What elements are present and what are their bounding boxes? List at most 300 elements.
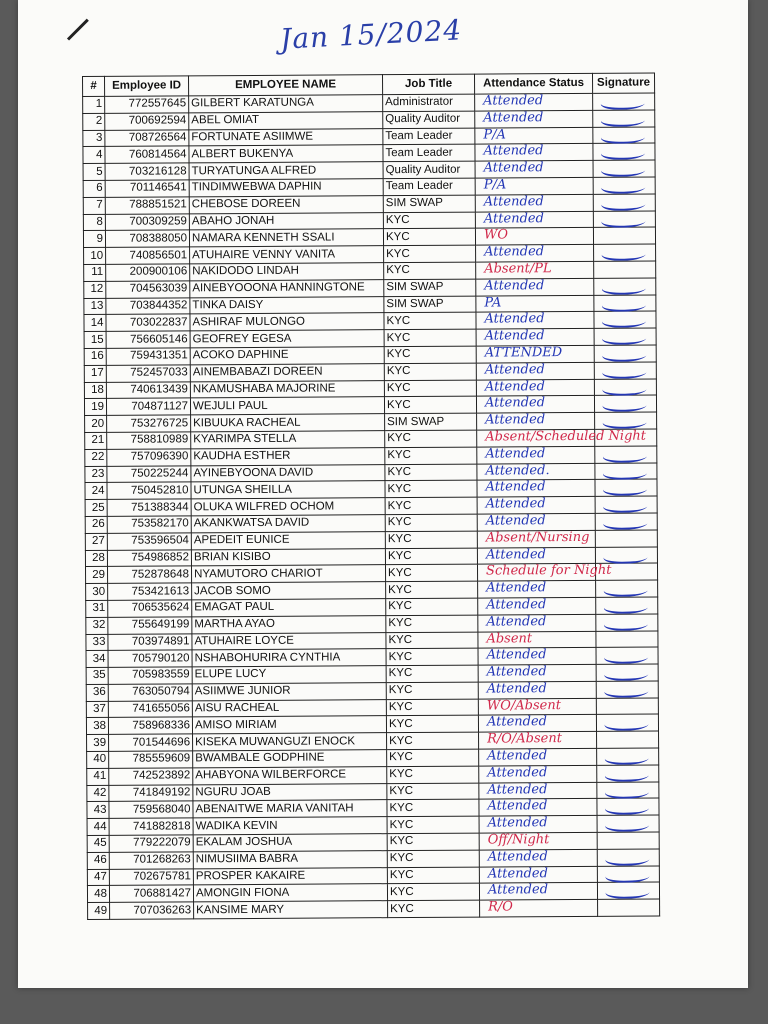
handwritten-status: Attended — [486, 647, 547, 663]
employee-name: ELUPE LUCY — [192, 666, 386, 684]
row-number: 48 — [87, 886, 109, 903]
handwritten-status: Attended — [487, 765, 548, 781]
employee-name: AINEBYOOONA HANNINGTONE — [190, 279, 384, 297]
attendance-status-cell — [475, 161, 593, 179]
handwritten-status: R/O — [488, 899, 513, 915]
attendance-status-cell — [476, 312, 594, 330]
signature-cell — [597, 866, 659, 883]
attendance-status-cell — [477, 563, 612, 582]
employee-id: 703844352 — [106, 297, 190, 314]
handwritten-status: Attended — [483, 193, 544, 210]
row-number: 41 — [87, 768, 109, 785]
job-title: KYC — [386, 682, 478, 699]
employee-name: NGURU JOAB — [193, 783, 387, 801]
job-title: KYC — [388, 900, 480, 917]
employee-id: 701268263 — [109, 852, 193, 869]
signature-cell — [594, 395, 656, 412]
signature-cell — [596, 698, 658, 715]
signature-cell — [595, 412, 657, 429]
row-number: 22 — [85, 449, 107, 466]
handwritten-status: WO/Absent — [486, 697, 561, 714]
employee-name: BWAMBALE GODPHINE — [193, 750, 387, 768]
employee-name: APEDEIT EUNICE — [191, 531, 385, 549]
employee-id: 703216128 — [105, 163, 189, 180]
row-number: 44 — [87, 819, 109, 836]
signature-scribble — [599, 112, 648, 126]
job-title: KYC — [387, 867, 479, 884]
signature-scribble — [603, 801, 652, 815]
employee-name: AMISO MIRIAM — [192, 716, 386, 734]
employee-id: 751388344 — [107, 499, 191, 516]
signature-cell — [594, 295, 656, 312]
table-body — [83, 93, 660, 920]
signature-scribble — [603, 851, 652, 865]
employee-id: 760814564 — [105, 146, 189, 163]
row-number: 39 — [87, 735, 109, 752]
attendance-status-cell — [477, 480, 595, 498]
employee-name: ACOKO DAPHINE — [190, 347, 384, 365]
employee-id: 752878648 — [107, 566, 191, 583]
signature-cell — [597, 849, 659, 866]
row-number: 40 — [87, 751, 109, 768]
employee-name: AYINEBYOONA DAVID — [191, 464, 385, 482]
table-row — [88, 899, 660, 919]
job-title: KYC — [386, 581, 478, 598]
attendance-status-cell — [478, 715, 596, 733]
employee-name: NYAMUTORO CHARIOT — [191, 565, 385, 583]
row-number: 11 — [84, 264, 106, 281]
attendance-status-cell — [479, 748, 597, 766]
job-title: KYC — [385, 430, 477, 447]
job-title: SIM SWAP — [384, 279, 476, 296]
signature-cell — [593, 110, 655, 127]
signature-cell — [595, 463, 657, 480]
signature-scribble — [601, 549, 650, 563]
signature-cell — [593, 177, 655, 194]
employee-id: 740613439 — [106, 381, 190, 398]
row-number: 27 — [85, 533, 107, 550]
employee-id: 758810989 — [107, 432, 191, 449]
signature-cell — [596, 714, 658, 731]
employee-name: FORTUNATE ASIIMWE — [189, 128, 383, 146]
row-number: 7 — [83, 197, 105, 214]
signature-cell — [597, 798, 659, 815]
job-title: SIM SWAP — [385, 413, 477, 430]
handwritten-status: P/A — [483, 177, 507, 193]
row-number: 34 — [86, 651, 108, 668]
signature-cell — [597, 782, 659, 799]
employee-name: EMAGAT PAUL — [192, 599, 386, 617]
employee-name: GILBERT KARATUNGA — [189, 95, 383, 113]
job-title: KYC — [387, 800, 479, 817]
row-number: 17 — [84, 365, 106, 382]
row-number: 18 — [84, 382, 106, 399]
row-number: 36 — [86, 684, 108, 701]
handwritten-status: Attended — [484, 328, 545, 344]
handwritten-status: Attended — [486, 681, 547, 697]
row-number: 5 — [83, 164, 105, 181]
attendance-status-cell — [478, 580, 596, 598]
employee-name: NIMUSIIMA BABRA — [193, 851, 387, 869]
signature-cell — [596, 664, 658, 681]
signature-cell — [595, 547, 657, 564]
employee-id: 750225244 — [107, 465, 191, 482]
signature-scribble — [603, 868, 652, 882]
attendance-status-cell — [476, 329, 594, 347]
signature-cell — [597, 882, 659, 899]
signature-scribble — [601, 415, 650, 429]
signature-scribble — [602, 616, 651, 630]
handwritten-status: Attended — [486, 664, 547, 680]
row-number: 38 — [86, 718, 108, 735]
employee-name: KIBUUKA RACHEAL — [191, 414, 385, 432]
employee-id: 785559609 — [109, 751, 193, 768]
job-title: Team Leader — [383, 178, 475, 195]
employee-name: WEJULI PAUL — [190, 397, 384, 415]
employee-name: AMONGIN FIONA — [193, 884, 387, 902]
employee-id: 703974891 — [108, 633, 192, 650]
attendance-status-cell — [477, 446, 595, 464]
job-title: KYC — [386, 632, 478, 649]
handwritten-status: Attended — [487, 882, 549, 898]
signature-cell — [597, 731, 659, 748]
signature-cell — [597, 748, 659, 765]
employee-name: TINKA DAISY — [190, 296, 384, 314]
signature-scribble — [603, 784, 652, 798]
row-number: 23 — [85, 466, 107, 483]
signature-cell — [595, 496, 657, 513]
attendance-status-cell — [476, 396, 594, 414]
header-signature: Signature — [592, 73, 654, 93]
attendance-status-cell — [475, 177, 593, 195]
job-title: KYC — [387, 833, 479, 850]
row-number: 43 — [87, 802, 109, 819]
signature-scribble — [600, 331, 649, 345]
signature-scribble — [603, 818, 652, 832]
job-title: KYC — [387, 816, 479, 833]
employee-id: 705983559 — [108, 667, 192, 684]
job-title: KYC — [384, 245, 476, 262]
signature-scribble — [600, 247, 649, 261]
job-title: KYC — [384, 346, 476, 363]
signature-scribble — [599, 213, 648, 227]
signature-cell — [594, 379, 656, 396]
job-title: KYC — [384, 262, 476, 279]
attendance-status-cell — [475, 228, 593, 246]
handwritten-status: PA — [484, 295, 502, 311]
signature-cell — [595, 429, 657, 446]
signature-scribble — [600, 280, 649, 294]
job-title: KYC — [386, 716, 478, 733]
signature-cell — [596, 597, 658, 614]
handwritten-status: WO — [483, 227, 509, 243]
row-number: 16 — [84, 348, 106, 365]
signature-scribble — [600, 364, 649, 378]
row-number: 6 — [83, 180, 105, 197]
job-title: KYC — [384, 380, 476, 397]
attendance-status-cell — [475, 127, 593, 145]
employee-id: 779222079 — [109, 835, 193, 852]
employee-name: TINDIMWEBWA DAPHIN — [189, 179, 383, 197]
handwritten-status: Absent/Scheduled Night — [485, 428, 647, 445]
employee-id: 753421613 — [108, 583, 192, 600]
job-title: KYC — [385, 464, 477, 481]
handwritten-status: Attended — [484, 395, 546, 411]
handwritten-status: Attended — [486, 580, 547, 596]
job-title: KYC — [385, 497, 477, 514]
attendance-status-cell — [476, 379, 594, 397]
signature-scribble — [599, 146, 648, 160]
attendance-status-cell — [475, 211, 593, 229]
employee-name: JACOB SOMO — [192, 582, 386, 600]
signature-cell — [594, 362, 656, 379]
handwritten-status: Attended — [487, 849, 548, 865]
signature-cell — [594, 311, 656, 328]
employee-id: 752457033 — [106, 365, 190, 382]
employee-name: MARTHA AYAO — [192, 615, 386, 633]
attendance-status-cell — [476, 295, 594, 313]
employee-name: AINEMBABAZI DOREEN — [190, 363, 384, 381]
row-number: 49 — [88, 903, 110, 920]
signature-scribble — [601, 398, 650, 412]
employee-id: 708726564 — [105, 129, 189, 146]
employee-id: 706535624 — [108, 600, 192, 617]
handwritten-status: P/A — [483, 127, 506, 143]
signature-cell — [594, 278, 656, 295]
signature-cell — [595, 446, 657, 463]
job-title: KYC — [384, 312, 476, 329]
signature-scribble — [603, 767, 652, 781]
row-number: 15 — [84, 332, 106, 349]
job-title: Quality Auditor — [383, 161, 475, 178]
employee-name: ABENAITWE MARIA VANITAH — [193, 800, 387, 818]
handwritten-status: Attended — [485, 513, 546, 529]
attendance-status-cell — [476, 261, 594, 279]
signature-scribble — [599, 163, 648, 177]
employee-id: 706881427 — [109, 885, 193, 902]
signature-scribble — [602, 683, 651, 697]
handwritten-status: Attended — [484, 277, 545, 294]
handwritten-status: Absent/PL — [484, 261, 552, 277]
employee-name: UTUNGA SHEILLA — [191, 481, 385, 499]
signature-cell — [594, 345, 656, 362]
handwritten-status: Attended — [487, 798, 548, 815]
signature-cell — [593, 160, 655, 177]
header-employee-id: Employee ID — [105, 76, 189, 97]
handwritten-status: ATTENDED — [484, 345, 563, 361]
employee-name: GEOFREY EGESA — [190, 330, 384, 348]
attendance-status-cell — [476, 245, 594, 263]
employee-id: 763050794 — [108, 684, 192, 701]
row-number: 4 — [83, 147, 105, 164]
row-number: 21 — [85, 432, 107, 449]
attendance-status-cell — [478, 664, 596, 682]
employee-id: 700692594 — [105, 113, 189, 130]
handwritten-status: Attended — [483, 143, 544, 159]
signature-cell — [593, 143, 655, 160]
row-number: 47 — [87, 869, 109, 886]
employee-id: 704563039 — [106, 281, 190, 298]
header-job-title: Job Title — [382, 74, 474, 95]
job-title: KYC — [387, 749, 479, 766]
employee-id: 788851521 — [105, 197, 189, 214]
job-title: KYC — [385, 548, 477, 565]
row-number: 2 — [83, 113, 105, 130]
employee-id: 741655056 — [108, 701, 192, 718]
attendance-status-cell — [477, 428, 647, 447]
attendance-status-cell — [475, 93, 593, 111]
attendance-status-cell — [477, 463, 595, 481]
employee-name: NKAMUSHABA MAJORINE — [190, 380, 384, 398]
handwritten-status: Attended — [483, 160, 544, 176]
signature-scribble — [601, 482, 650, 496]
employee-id: 754986852 — [107, 549, 191, 566]
employee-name: ALBERT BUKENYA — [189, 145, 383, 163]
attendance-status-cell — [479, 799, 597, 817]
job-title: KYC — [386, 699, 478, 716]
job-title: KYC — [386, 615, 478, 632]
signature-cell — [594, 244, 656, 261]
attendance-status-cell — [476, 345, 594, 363]
handwritten-status: Attended — [487, 781, 548, 798]
signature-cell — [593, 93, 655, 110]
employee-id: 756605146 — [106, 331, 190, 348]
job-title: KYC — [387, 850, 479, 867]
row-number: 10 — [84, 248, 106, 265]
job-title: Team Leader — [383, 128, 475, 145]
attendance-status-cell — [477, 413, 595, 431]
attendance-status-cell — [480, 900, 598, 918]
job-title: KYC — [385, 480, 477, 497]
attendance-status-cell — [475, 194, 593, 212]
employee-id: 753276725 — [107, 415, 191, 432]
signature-scribble — [602, 650, 651, 664]
employee-name: ASIIMWE JUNIOR — [192, 683, 386, 701]
handwritten-status: Attended — [485, 412, 546, 428]
attendance-status-cell — [478, 614, 596, 632]
pen-mark — [67, 19, 89, 41]
attendance-status-cell — [478, 648, 596, 666]
signature-cell — [596, 614, 658, 631]
row-number: 32 — [86, 617, 108, 634]
employee-id: 757096390 — [107, 449, 191, 466]
signature-scribble — [601, 499, 650, 513]
signature-scribble — [603, 885, 652, 899]
attendance-status-cell — [479, 866, 597, 884]
employee-name: AISU RACHEAL — [192, 699, 386, 717]
attendance-status-cell — [478, 681, 596, 699]
signature-scribble — [601, 448, 650, 462]
signature-cell — [596, 647, 658, 664]
employee-id: 759568040 — [109, 801, 193, 818]
row-number: 35 — [86, 667, 108, 684]
handwritten-status: Attended — [486, 597, 547, 613]
attendance-status-cell — [479, 782, 597, 800]
job-title: Team Leader — [383, 144, 475, 161]
attendance-status-cell — [475, 144, 593, 162]
attendance-status-cell — [479, 816, 597, 834]
employee-id: 707036263 — [110, 902, 194, 919]
signature-cell — [597, 815, 659, 832]
signature-cell — [595, 513, 657, 530]
row-number: 20 — [85, 415, 107, 432]
employee-name: TURYATUNGA ALFRED — [189, 162, 383, 180]
signature-scribble — [601, 515, 650, 529]
attendance-sheet — [18, 0, 748, 988]
handwritten-status: Attended — [486, 714, 548, 731]
employee-id: 741882818 — [109, 818, 193, 835]
employee-id: 740856501 — [106, 247, 190, 264]
handwritten-status: Attended — [485, 445, 546, 462]
attendance-status-cell — [476, 362, 594, 380]
employee-id: 753596504 — [107, 533, 191, 550]
signature-scribble — [602, 583, 651, 597]
job-title: KYC — [387, 766, 479, 783]
handwritten-status: Attended. — [485, 462, 550, 479]
attendance-status-cell — [479, 765, 597, 783]
job-title: KYC — [384, 363, 476, 380]
row-number: 1 — [83, 96, 105, 113]
job-title: KYC — [383, 228, 475, 245]
employee-id: 702675781 — [109, 868, 193, 885]
header-employee-name: EMPLOYEE NAME — [189, 75, 383, 96]
employee-name: KANSIME MARY — [194, 901, 388, 919]
signature-scribble — [603, 751, 652, 765]
employee-name: AHABYONA WILBERFORCE — [193, 767, 387, 785]
employee-id: 742523892 — [109, 768, 193, 785]
attendance-status-cell — [477, 547, 595, 565]
signature-scribble — [599, 129, 648, 143]
signature-scribble — [602, 667, 651, 681]
job-title: KYC — [385, 447, 477, 464]
row-number: 31 — [86, 600, 108, 617]
attendance-status-cell — [477, 513, 595, 531]
job-title: KYC — [384, 396, 476, 413]
attendance-status-cell — [479, 732, 597, 750]
attendance-status-cell — [479, 883, 597, 901]
signature-cell — [596, 681, 658, 698]
handwritten-status: Attended — [485, 479, 546, 495]
employee-id: 700309259 — [105, 213, 189, 230]
job-title: KYC — [386, 598, 478, 615]
handwritten-status: Attended — [484, 244, 545, 260]
row-number: 45 — [87, 835, 109, 852]
job-title: KYC — [387, 884, 479, 901]
signature-scribble — [601, 465, 650, 479]
handwritten-status: Attended — [483, 210, 544, 227]
row-number: 12 — [84, 281, 106, 298]
job-title: KYC — [383, 212, 475, 229]
header-attendance-status: Attendance Status — [474, 73, 592, 94]
employee-id: 708388050 — [105, 230, 189, 247]
job-title: KYC — [385, 531, 477, 548]
row-number: 30 — [86, 583, 108, 600]
employee-id: 703022837 — [106, 314, 190, 331]
signature-scribble — [602, 599, 651, 613]
employee-name: KYARIMPA STELLA — [191, 431, 385, 449]
job-title: KYC — [384, 329, 476, 346]
employee-name: KISEKA MUWANGUZI ENOCK — [193, 733, 387, 751]
handwritten-status: Schedule for Night — [485, 563, 612, 579]
handwritten-status: Attended — [485, 546, 546, 563]
employee-id: 701544696 — [109, 734, 193, 751]
employee-id: 704871127 — [106, 398, 190, 415]
row-number: 46 — [87, 852, 109, 869]
job-title: Administrator — [383, 94, 475, 111]
employee-id: 758968336 — [108, 717, 192, 734]
handwritten-status: Absent — [486, 630, 533, 647]
signature-scribble — [600, 314, 649, 328]
